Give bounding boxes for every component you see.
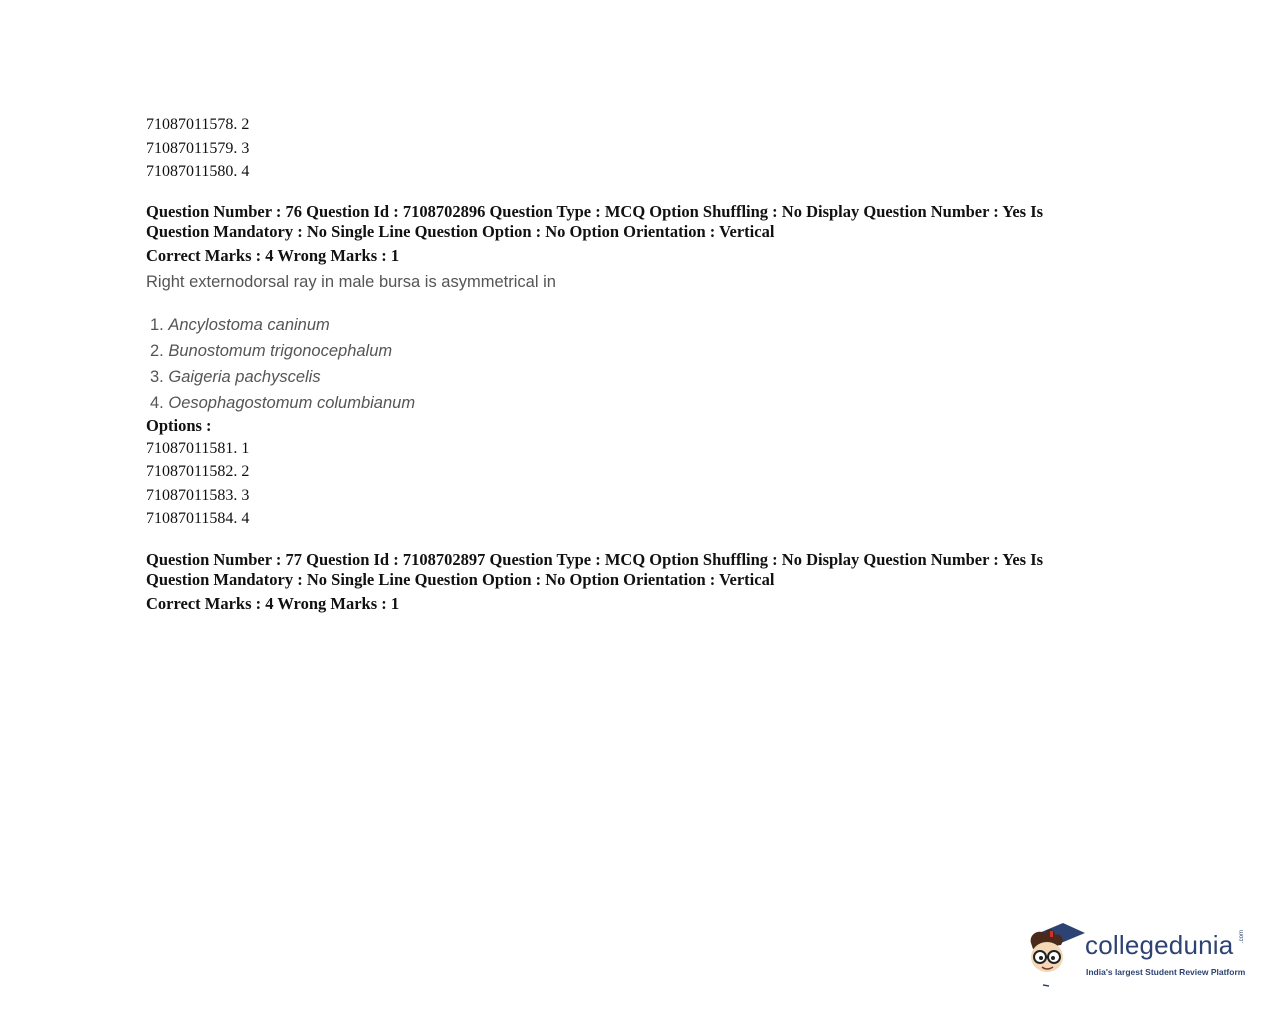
option-id-line: 71087011581. 1 [146, 439, 250, 457]
question-header-line: Question Number : 77 Question Id : 7108702897 Question Type : MCQ Option Shuffling : No Display Question Number : Yes Is [146, 549, 1044, 569]
choice-item [150, 364, 1146, 390]
options-label: Options : [146, 415, 212, 435]
choice-text: Bunostomum trigonocephalum [168, 341, 393, 360]
mascot-icon [1025, 917, 1087, 989]
option-id-line: 71087011583. 3 [146, 486, 250, 504]
choice-item [150, 390, 1146, 416]
logo-wordmark: collegedunia [1085, 930, 1234, 960]
question-header-line: Question Mandatory : No Single Line Question Option : No Option Orientation : Vertical [146, 221, 775, 241]
choice-text: Gaigeria pachyscelis [168, 367, 321, 386]
question-76-option-ids [146, 437, 1146, 531]
choice-item [150, 312, 1146, 338]
choice-number: 3. [150, 367, 164, 386]
question-77-header [146, 550, 1146, 590]
logo-domain: .com [1239, 929, 1245, 943]
question-76-text: Right externodorsal ray in male bursa is asymmetrical in [146, 272, 556, 291]
question-77-marks: Correct Marks : 4 Wrong Marks : 1 [146, 593, 400, 613]
question-77-block [146, 550, 1146, 615]
choice-number: 4. [150, 393, 164, 412]
option-id-line: 71087011580. 4 [146, 163, 250, 180]
question-header-line: Question Mandatory : No Single Line Question Option : No Option Orientation : Vertical [146, 569, 775, 589]
option-id-line: 71087011578. 2 [146, 116, 250, 133]
choice-number: 1. [150, 315, 164, 334]
option-id-line: 71087011579. 3 [146, 139, 250, 157]
choice-item [150, 338, 1146, 364]
question-header-line: Question Number : 76 Question Id : 7108702896 Question Type : MCQ Option Shuffling : No Display Question Number : Yes Is [146, 201, 1044, 221]
choice-number: 2. [150, 341, 164, 360]
option-id-line: 71087011582. 2 [146, 463, 250, 480]
question-76-block [146, 202, 1146, 531]
previous-option-list [146, 113, 1146, 184]
question-76-header [146, 202, 1146, 242]
choice-text: Ancylostoma caninum [168, 315, 330, 334]
option-id-line: 71087011584. 4 [146, 510, 250, 527]
collegedunia-logo [1025, 917, 1255, 989]
question-76-choice-list [146, 312, 1146, 416]
question-76-marks: Correct Marks : 4 Wrong Marks : 1 [146, 245, 400, 265]
choice-text: Oesophagostomum columbianum [168, 393, 416, 412]
document-page [146, 113, 1146, 615]
logo-tagline: India's largest Student Review Platform [1086, 967, 1246, 977]
